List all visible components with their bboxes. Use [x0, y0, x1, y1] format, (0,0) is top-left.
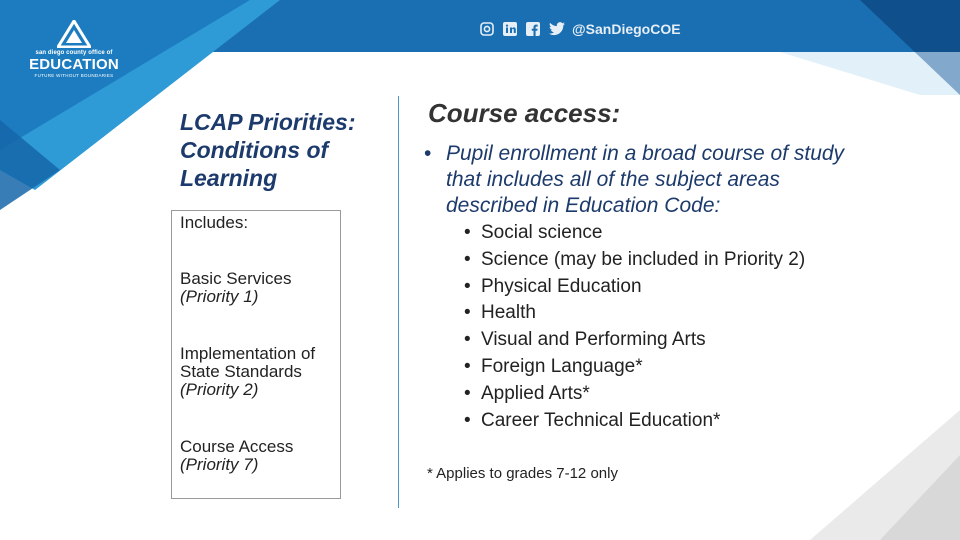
- subject-text: Physical Education: [481, 275, 642, 297]
- logo-small-text: san diego county office of: [35, 50, 113, 56]
- bullet-icon: •: [464, 275, 471, 297]
- include-item-line1: Basic Services: [180, 269, 292, 288]
- subject-text: Applied Arts*: [481, 382, 590, 404]
- bullet-icon: •: [464, 382, 471, 404]
- pupil-line1: Pupil enrollment in a broad course of study: [446, 142, 845, 165]
- bullet-icon: •: [464, 409, 471, 431]
- subject-text: Science (may be included in Priority 2): [481, 248, 806, 270]
- include-item-line2: State Standards: [180, 362, 302, 381]
- subject-text: Health: [481, 302, 536, 324]
- logo-big-text: EDUCATION: [29, 56, 119, 73]
- include-item-line1: Course Access: [180, 437, 294, 456]
- include-item-priority: (Priority 2): [180, 380, 259, 399]
- subject-text: Foreign Language*: [481, 355, 643, 377]
- include-item-priority: (Priority 7): [180, 455, 259, 474]
- social-handle[interactable]: @SanDiegoCOE: [572, 21, 681, 37]
- include-item-line1: Implementation of: [180, 344, 316, 363]
- subject-text: Social science: [481, 222, 603, 243]
- course-access-title: Course access:: [428, 98, 621, 128]
- includes-label: Includes:: [180, 213, 249, 232]
- bullet-icon: •: [464, 302, 471, 324]
- bullet-icon: •: [464, 222, 471, 243]
- bullet-icon: •: [464, 329, 471, 351]
- bullet-icon: •: [464, 248, 471, 270]
- footnote: * Applies to grades 7-12 only: [427, 465, 618, 482]
- subject-text: Career Technical Education*: [481, 409, 721, 431]
- pupil-line3: described in Education Code:: [446, 194, 721, 217]
- left-title-line1: LCAP Priorities:: [180, 109, 356, 135]
- subject-text: Visual and Performing Arts: [481, 329, 706, 351]
- left-title-line3: Learning: [180, 165, 278, 191]
- pupil-line2: that includes all of the subject areas: [446, 168, 780, 191]
- include-item-priority: (Priority 1): [180, 287, 259, 306]
- logo-tagline: FUTURE WITHOUT BOUNDARIES: [34, 73, 114, 78]
- bullet-icon: •: [464, 355, 471, 377]
- left-title-line2: Conditions of: [180, 137, 329, 163]
- bullet-icon: •: [424, 142, 432, 165]
